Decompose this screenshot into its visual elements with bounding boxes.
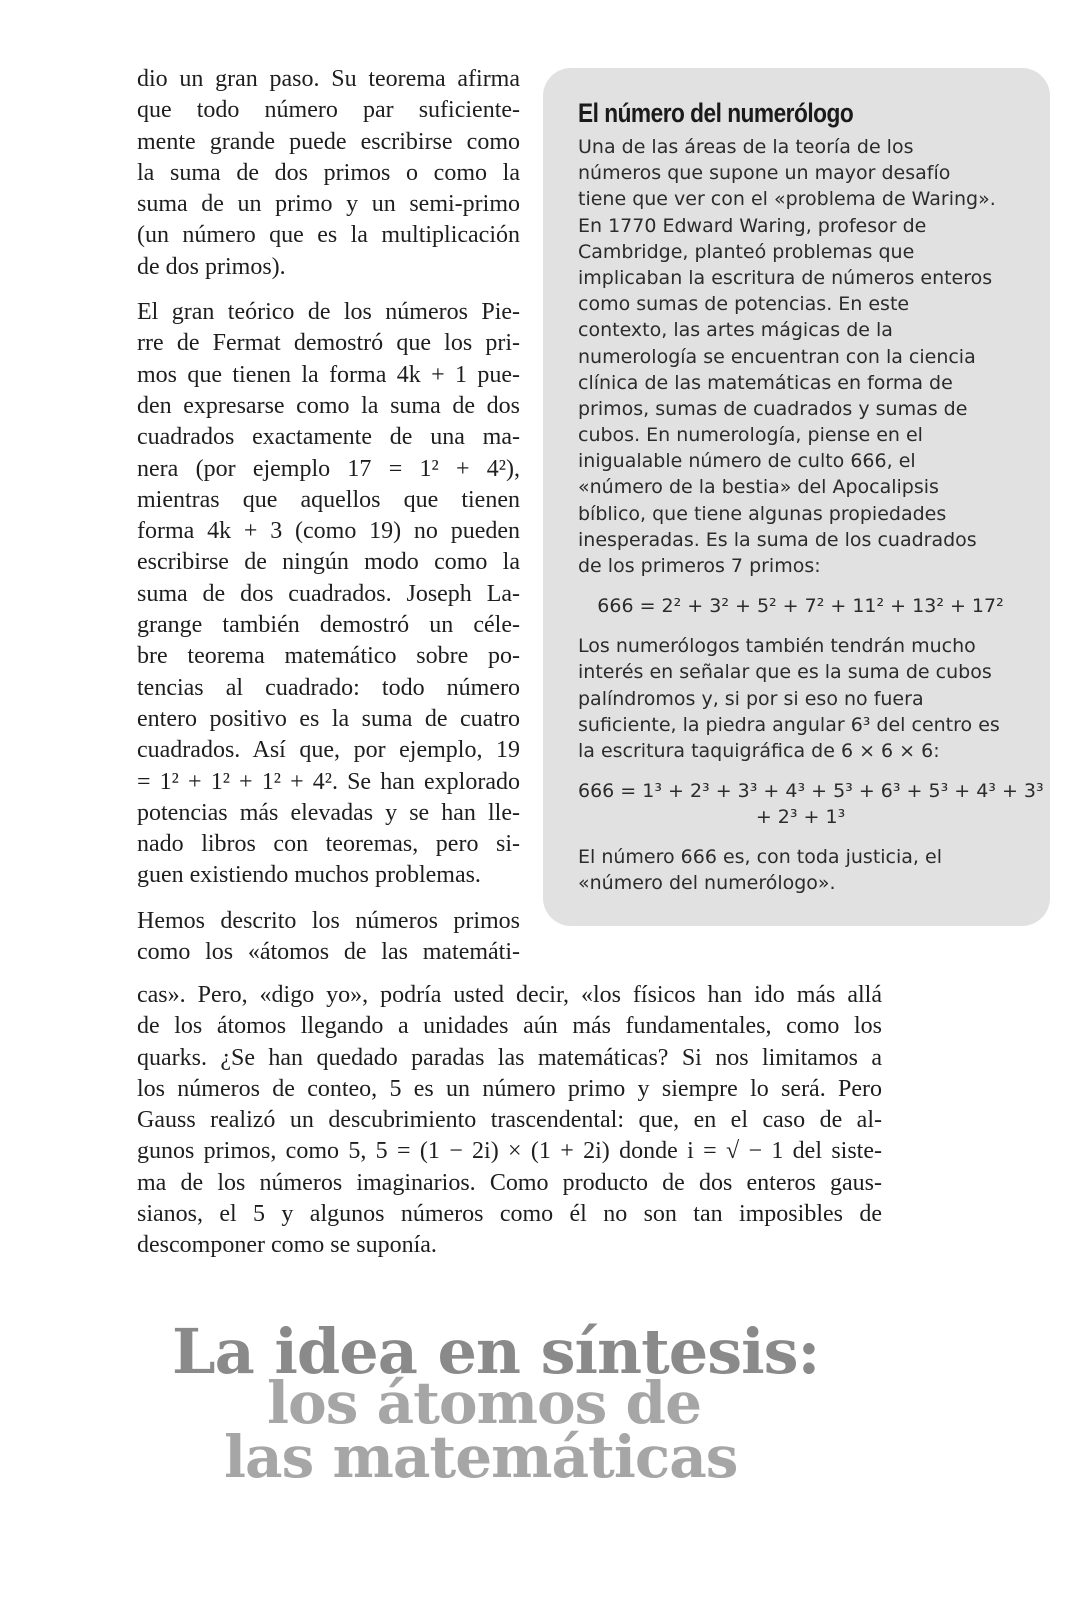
text-line: rre de Fermat demostró que los pri- bbox=[137, 330, 520, 357]
text-line: Los numerólogos también tendrán mucho bbox=[578, 635, 976, 658]
text-line: escribirse de ningún modo como la bbox=[137, 549, 520, 576]
text-line: En 1770 Edward Waring, profesor de bbox=[578, 214, 927, 237]
text-line: descomponer como se suponía. bbox=[137, 1232, 437, 1259]
text-line: ma de los números imaginarios. Como producto de dos enteros gaus- bbox=[137, 1169, 882, 1196]
sidebar-box bbox=[543, 68, 1050, 926]
text-line: de los primeros 7 primos: bbox=[578, 555, 821, 577]
synthesis-line-1: La idea en síntesis: bbox=[172, 1315, 820, 1388]
text-line: guen existiendo muchos problemas. bbox=[137, 862, 481, 889]
text-line: números que supone un mayor desafío bbox=[578, 162, 951, 185]
text-line: cuadrados exactamente de una ma- bbox=[137, 424, 520, 451]
sidebar-paragraph bbox=[578, 844, 1023, 896]
text-line: nado libros con teoremas, pero si- bbox=[137, 831, 520, 858]
text-line: mientras que aquellos que tienen bbox=[137, 486, 520, 513]
formula-cubes-line1: 666 = 1³ + 2³ + 3³ + 4³ + 5³ + 6³ + 5³ + 4³ + 3³ bbox=[578, 780, 1044, 803]
text-line: Una de las áreas de la teoría de los bbox=[578, 136, 914, 158]
sidebar-paragraph bbox=[578, 134, 1023, 579]
text-line: forma 4k + 3 (como 19) no pueden bbox=[137, 518, 520, 545]
text-line: palíndromos y, si por si eso no fuera bbox=[578, 687, 924, 710]
text-line: tiene que ver con el «problema de Waring». bbox=[578, 188, 996, 211]
text-line: la escritura taquigráfica de 6 × 6 × 6: bbox=[578, 739, 940, 762]
text-line: den expresarse como la suma de dos bbox=[137, 392, 520, 419]
text-line: de los átomos llegando a unidades aún más fundamentales, como los bbox=[137, 1013, 882, 1040]
text-line: clínica de las matemáticas en forma de bbox=[578, 371, 953, 394]
paragraph-goldbach bbox=[137, 64, 520, 283]
text-line: = 1² + 1² + 1² + 4². Se han explorado bbox=[137, 768, 520, 795]
text-line: bíblico, que tiene algunas propiedades bbox=[578, 502, 947, 525]
text-line: «número del numerólogo». bbox=[578, 872, 836, 895]
text-line: (un número que es la multiplicación bbox=[137, 222, 520, 249]
text-line: que todo número par suficiente- bbox=[137, 97, 520, 124]
text-line: de dos primos). bbox=[137, 253, 286, 280]
text-line: como sumas de potencias. En este bbox=[578, 293, 910, 316]
text-line: mente grande puede escribirse como bbox=[137, 128, 520, 155]
text-line: implicaban la escritura de números enteros bbox=[578, 266, 993, 289]
text-line: Cambridge, planteó problemas que bbox=[578, 240, 915, 263]
text-line: El número 666 es, con toda justicia, el bbox=[578, 846, 942, 869]
text-line: sianos, el 5 y algunos números como él no son tan imposibles de bbox=[137, 1201, 882, 1228]
text-line: suma de un primo y un semi-primo bbox=[137, 191, 520, 218]
text-line: tencias al cuadrado: todo número bbox=[137, 674, 520, 701]
text-line: nera (por ejemplo 17 = 1² + 4²), bbox=[137, 455, 520, 482]
text-line: la suma de dos primos o como la bbox=[137, 159, 520, 186]
left-column bbox=[137, 64, 520, 968]
text-line: suficiente, la piedra angular 6³ del centro es bbox=[578, 713, 1000, 736]
sidebar-title: El número del numerólogo bbox=[578, 98, 854, 128]
text-line: bre teorema matemático sobre po- bbox=[137, 643, 520, 670]
text-line: cas». Pero, «digo yo», podría usted decir, «los físicos han ido más allá bbox=[137, 982, 882, 1008]
text-line: suma de dos cuadrados. Joseph La- bbox=[137, 580, 520, 607]
paragraph-atoms-start bbox=[137, 906, 520, 969]
text-line: los números de conteo, 5 es un número primo y siempre lo será. Pero bbox=[137, 1075, 882, 1102]
text-line: interés en señalar que es la suma de cubos bbox=[578, 661, 992, 684]
text-line: grange también demostró un céle- bbox=[137, 612, 520, 639]
text-line: contexto, las artes mágicas de la bbox=[578, 319, 893, 342]
text-line: cuadrados. Así que, por ejemplo, 19 bbox=[137, 737, 520, 764]
text-line: Hemos descrito los números primos bbox=[137, 907, 520, 934]
text-line: quarks. ¿Se han quedado paradas las matemáticas? Si nos limitamos a bbox=[137, 1044, 882, 1071]
text-line: inesperadas. Es la suma de los cuadrados bbox=[578, 528, 977, 551]
sidebar-content bbox=[578, 92, 1044, 897]
text-line: gunos primos, como 5, 5 = (1 − 2i) × (1 + 2i) donde i = √ − 1 del siste- bbox=[137, 1138, 882, 1165]
synthesis-line-3: las matemáticas bbox=[224, 1423, 738, 1491]
text-line: como los «átomos de las matemáti- bbox=[137, 939, 520, 966]
formula-squares: 666 = 2² + 3² + 5² + 7² + 11² + 13² + 17² bbox=[597, 595, 1004, 618]
formula-cubes-line2: + 2³ + 1³ bbox=[755, 806, 846, 829]
sidebar-paragraph bbox=[578, 633, 1023, 764]
synthesis-line-2: los átomos de bbox=[267, 1369, 701, 1437]
paragraph-atoms-continued bbox=[137, 980, 882, 1262]
text-line: «número de la bestia» del Apocalipsis bbox=[578, 476, 939, 499]
text-line: Gauss realizó un descubrimiento trascendental: que, en el caso de al- bbox=[137, 1107, 882, 1134]
text-line: numerología se encuentran con la ciencia bbox=[578, 345, 976, 368]
text-line: El gran teórico de los números Pie- bbox=[137, 299, 520, 326]
text-line: primos, sumas de cuadrados y sumas de bbox=[578, 397, 968, 420]
text-line: potencias más elevadas y se han lle- bbox=[137, 799, 520, 826]
text-line: dio un gran paso. Su teorema afirma bbox=[137, 66, 520, 92]
text-line: cubos. En numerología, piense en el bbox=[578, 424, 923, 447]
text-line: mos que tienen la forma 4k + 1 pue- bbox=[137, 361, 520, 388]
paragraph-fermat-lagrange bbox=[137, 297, 520, 892]
text-line: entero positivo es la suma de cuatro bbox=[137, 705, 520, 732]
text-line: inigualable número de culto 666, el bbox=[578, 450, 916, 473]
